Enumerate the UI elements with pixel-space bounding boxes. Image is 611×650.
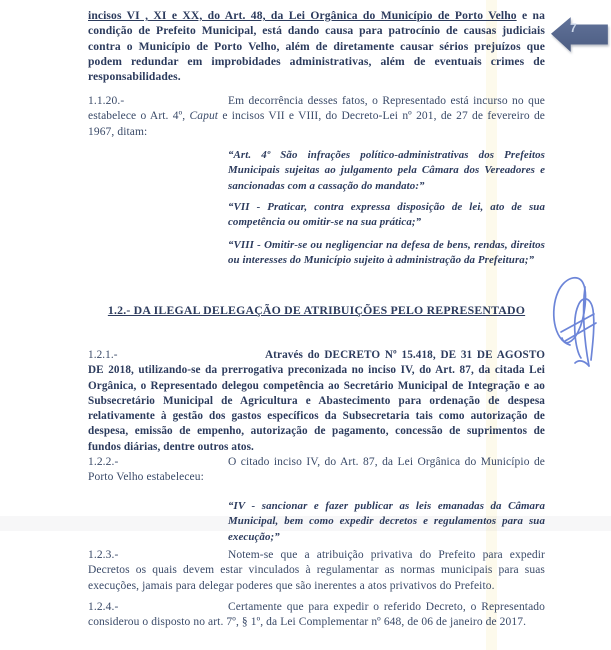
paragraph-number: 1.2.2.- (88, 456, 119, 468)
quote-inciso-iv: “IV - sancionar e fazer publicar as leis emanadas da Câmara Municipal, bem como expedir decretos e regulamentos para sua execução;” (228, 500, 545, 543)
paragraph-1-1-20 (88, 94, 545, 140)
paragraph-text-part2: e incisos VII e VIII, do Decreto-Lei nº 201, de 27 de fevereiro de 1967, ditam: (88, 110, 545, 138)
intro-underlined-text: incisos VI , XI e XX, do Art. 48, da Lei Orgânica do Município de Porto Velho (88, 9, 517, 22)
paragraph-text: Notem-se que a atribuição privativa do Prefeito para expedir Decretos os quais devem estar vinculados à regulamentar as normas municipais para suas execuções, jamais para delegar poderes que são inerentes a atos privativos do Prefeito. (88, 549, 545, 592)
page-number-badge (551, 16, 609, 53)
paragraph-1-2-2 (88, 455, 545, 486)
paragraph-1-2-1 (88, 348, 545, 455)
paragraph-text: Através do DECRETO Nº 15.418, DE 31 DE AGOSTO DE 2018, utilizando-se da prerrogativa preconizada no inciso IV, do Art. 87, da citada Lei Orgânica, o Representado delegou competência ao Secretário Municipal de Integração e ao Subsecretário Municipal de Agricultura e Abastecimento para ordenação de despesa relativamente à gestão dos gastos específicos da Subsecretaria tais como autorização de despesa, emissão de empenho, autorização de pagamento, concessão de suprimentos de fundos diárias, dentre outros atos. (88, 349, 545, 453)
paragraph-number: 1.2.1.- (88, 349, 118, 361)
paragraph-1-2-3 (88, 548, 545, 594)
page-number: 7 (570, 21, 577, 35)
intro-rest-text: e na condição de Prefeito Municipal, está dando causa para patrocínio de causas judiciais contra o Município de Porto Velho, além de diretamente causar sérios prejuízos que podem redundar em improbidades administrativas, além de eventuais crimes de responsabilidades. (88, 9, 546, 84)
paragraph-intro (88, 8, 545, 84)
paragraph-1-2-4 (88, 600, 545, 631)
latin-term-caput: Caput (189, 110, 219, 123)
quote-inciso-viii: “VIII - Omitir-se ou negligenciar na defesa de bens, rendas, direitos ou interesses do Município sujeito à administração da Prefeitura;” (228, 239, 545, 267)
paragraph-text: O citado inciso IV, do Art. 87, da Lei Orgânica do Município de Porto Velho estabeleceu: (88, 456, 545, 484)
paragraph-text-part1: Em decorrência desses fatos, o Representado está incurso no que estabelece o Art. 4º, (88, 95, 545, 123)
paragraph-text: Certamente que para expedir o referido Decreto, o Representado considerou o disposto no art. 7º, § 1º, da Lei Complementar nº 648, de 06 de janeiro de 2017. (88, 601, 545, 629)
paragraph-number: 1.2.4.- (88, 601, 119, 613)
quote-inciso-vii: “VII - Praticar, contra expressa disposição de lei, ato de sua competência ou omitir-se na sua prática;” (228, 201, 545, 229)
paragraph-number: 1.2.3.- (88, 549, 119, 561)
section-heading-1-2: 1.2.- DA ILEGAL DELEGAÇÃO DE ATRIBUIÇÕES PELO REPRESENTADO (107, 303, 526, 317)
handwritten-signature (545, 270, 605, 370)
quote-art-4: “Art. 4º São infrações político-administrativas dos Prefeitos Municipais sujeitas ao julgamento pela Câmara dos Vereadores e sancionadas com a cassação do mandato:” (228, 149, 545, 192)
left-arrow-icon (551, 16, 609, 53)
paragraph-number: 1.1.20.- (88, 95, 125, 107)
